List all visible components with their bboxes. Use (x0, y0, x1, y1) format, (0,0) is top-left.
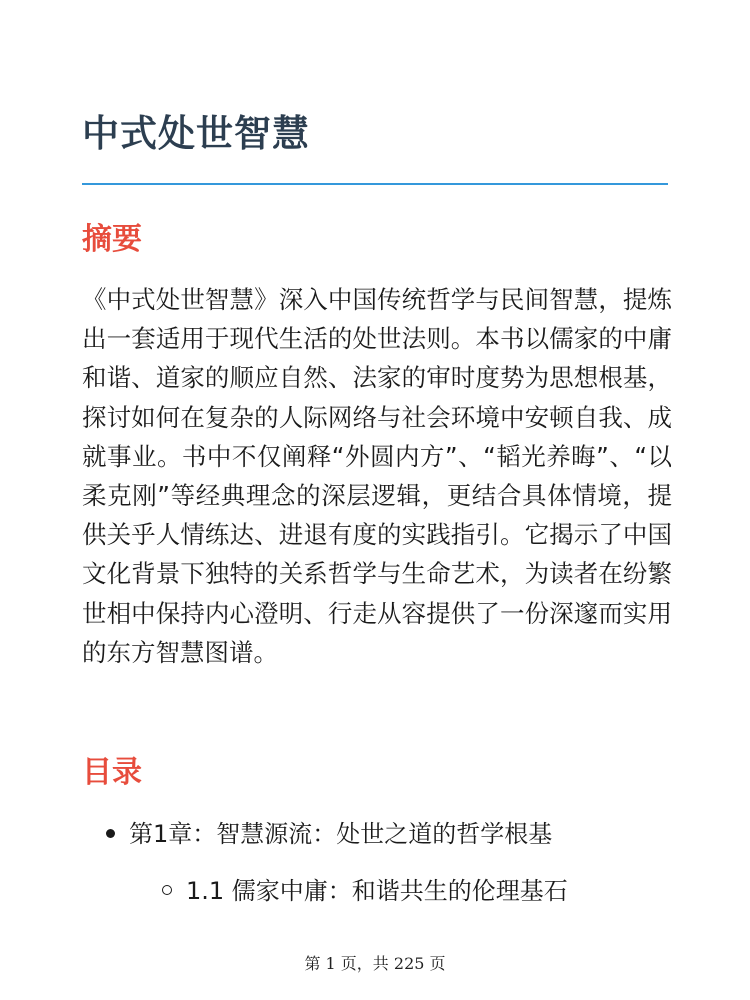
page-footer: 第 1 页，共 225 页 (304, 954, 446, 973)
bullet-disc-icon (106, 829, 115, 838)
toc-item-label: 1.1 儒家中庸：和谐共生的伦理基石 (186, 877, 568, 905)
toc-item-section-1-1[interactable] (162, 876, 568, 907)
abstract-text: 《中式处世智慧》深入中国传统哲学与民间智慧，提炼出一套适用于现代生活的处世法则。本书以儒家的中庸和谐、道家的顺应自然、法家的审时度势为思想根基，探讨如何在复杂的人际网络与社会环境中安顿自我、成就事业。书中不仅阐释“外圆内方”、“韬光养晦”、“以柔克刚”等经典理念的深层逻辑，更结合具体情境，提供关乎人情练达、进退有度的实践指引。它揭示了中国文化背景下独特的关系哲学与生命艺术，为读者在纷繁世相中保持内心澄明、行走从容提供了一份深邃而实用的东方智慧图谱。 (82, 285, 672, 667)
abstract-heading: 摘要 (82, 222, 142, 257)
title-divider (82, 183, 668, 185)
bullet-circle-icon (162, 885, 172, 895)
toc-item-label: 第1章：智慧源流：处世之道的哲学根基 (129, 820, 553, 848)
document-title: 中式处世智慧 (82, 112, 310, 155)
toc-item-chapter-1[interactable] (106, 819, 552, 850)
toc-heading: 目录 (82, 755, 142, 790)
